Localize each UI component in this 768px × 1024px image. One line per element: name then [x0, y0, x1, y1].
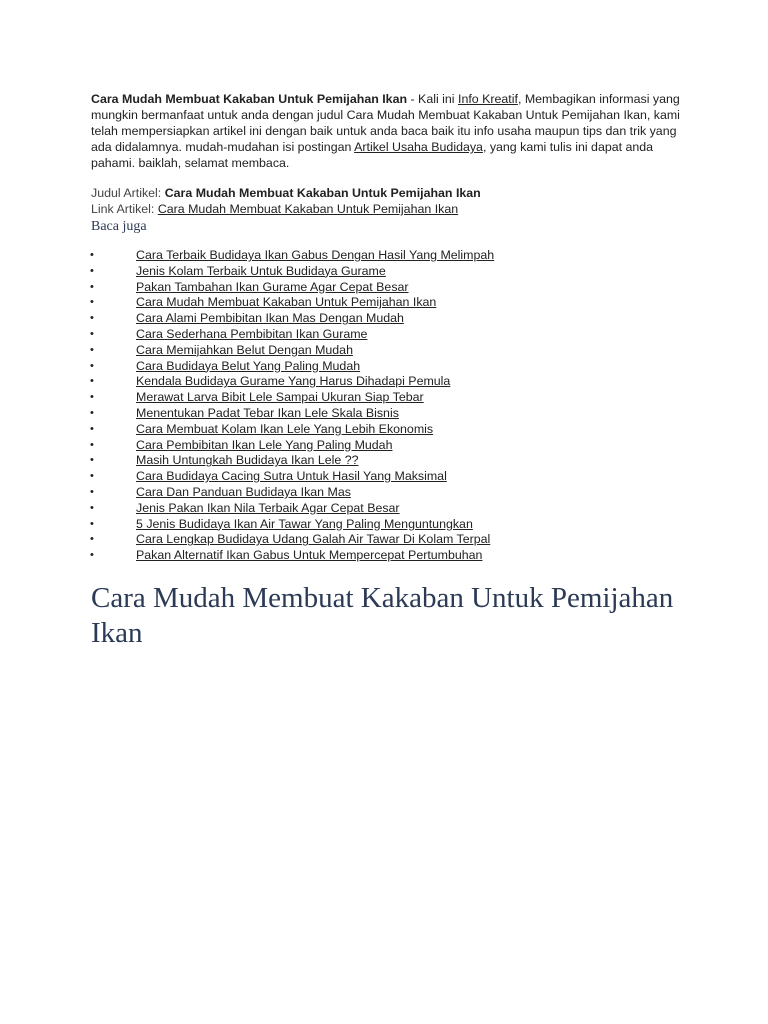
list-item: [91, 501, 691, 517]
related-article-link[interactable]: Jenis Pakan Ikan Nila Terbaik Agar Cepat Besar: [136, 500, 400, 515]
bullet-icon: •: [90, 391, 94, 404]
list-item: [91, 469, 691, 485]
bullet-icon: •: [90, 485, 94, 498]
related-article-link[interactable]: Cara Budidaya Belut Yang Paling Mudah: [136, 358, 361, 373]
intro-title: Cara Mudah Membuat Kakaban Untuk Pemijahan Ikan: [91, 92, 408, 106]
baca-juga-heading: Baca juga: [91, 219, 147, 234]
related-article-link[interactable]: Merawat Larva Bibit Lele Sampai Ukuran Siap Tebar: [136, 390, 424, 405]
bullet-icon: •: [90, 533, 94, 546]
intro-paragraph: [91, 91, 691, 171]
intro-text-1: - Kali ini: [407, 92, 459, 106]
bullet-icon: •: [90, 264, 94, 277]
list-item: [91, 532, 691, 548]
list-item: [91, 264, 691, 280]
bullet-icon: •: [90, 549, 94, 562]
related-article-link[interactable]: Cara Sederhana Pembibitan Ikan Gurame: [136, 326, 368, 341]
list-item: [91, 390, 691, 406]
related-article-link[interactable]: Cara Budidaya Cacing Sutra Untuk Hasil Yang Maksimal: [136, 469, 447, 484]
bullet-icon: •: [90, 406, 94, 419]
related-article-link[interactable]: Cara Membuat Kolam Ikan Lele Yang Lebih Ekonomis: [136, 421, 434, 436]
bullet-icon: •: [90, 517, 94, 530]
related-article-link[interactable]: Cara Dan Panduan Budidaya Ikan Mas: [136, 484, 351, 499]
bullet-icon: •: [90, 470, 94, 483]
related-article-link[interactable]: Cara Terbaik Budidaya Ikan Gabus Dengan Hasil Yang Melimpah: [136, 248, 495, 262]
list-item: [91, 311, 691, 327]
list-item: [91, 517, 691, 533]
list-item: [91, 343, 691, 359]
bullet-icon: •: [90, 296, 94, 309]
related-article-link[interactable]: Menentukan Padat Tebar Ikan Lele Skala Bisnis: [136, 405, 399, 420]
link-label: Link Artikel:: [91, 202, 158, 216]
related-article-link[interactable]: Cara Pembibitan Ikan Lele Yang Paling Mudah: [136, 437, 393, 452]
list-item: [91, 295, 691, 311]
bullet-icon: •: [90, 501, 94, 514]
bullet-icon: •: [90, 422, 94, 435]
bullet-icon: •: [90, 454, 94, 467]
bullet-icon: •: [90, 312, 94, 325]
list-item: [91, 453, 691, 469]
intro-text-3: , yang kami tulis ini dapat anda pahami. baiklah, selamat membaca.: [91, 140, 654, 170]
link-artikel-line: [91, 201, 691, 217]
list-item: [91, 280, 691, 296]
bullet-icon: •: [90, 280, 94, 293]
list-item: [91, 406, 691, 422]
bullet-icon: •: [90, 359, 94, 372]
bullet-icon: •: [90, 327, 94, 340]
bullet-icon: •: [90, 375, 94, 388]
related-article-link[interactable]: Cara Alami Pembibitan Ikan Mas Dengan Mudah: [136, 311, 404, 326]
list-item: [91, 359, 691, 375]
judul-artikel-line: [91, 185, 691, 201]
article-meta: [91, 185, 691, 217]
intro-text-2: , Membagikan informasi yang mungkin bermanfaat untuk anda dengan judul Cara Mudah Membuat Kakaban Untuk Pemijahan Ikan, kami telah mempersiapkan artikel ini dengan baik untuk anda baca baik itu info usaha maupun tips dan trik yang ada didalamnya. mudah-mudahan isi postingan: [91, 92, 680, 154]
bullet-icon: •: [90, 438, 94, 451]
related-article-link[interactable]: Cara Mudah Membuat Kakaban Untuk Pemijahan Ikan: [136, 295, 437, 310]
related-article-link[interactable]: Masih Untungkah Budidaya Ikan Lele ??: [136, 453, 359, 468]
list-item: [91, 485, 691, 501]
related-article-link[interactable]: Jenis Kolam Terbaik Untuk Budidaya Gurame: [136, 263, 386, 278]
bullet-icon: •: [90, 343, 94, 356]
info-kreatif-link[interactable]: Info Kreatif: [458, 92, 518, 106]
judul-value: Cara Mudah Membuat Kakaban Untuk Pemijahan Ikan: [164, 186, 481, 200]
list-item: [91, 438, 691, 454]
related-article-link[interactable]: 5 Jenis Budidaya Ikan Air Tawar Yang Paling Menguntungkan: [136, 516, 473, 531]
related-article-link[interactable]: Cara Memijahkan Belut Dengan Mudah: [136, 342, 353, 357]
artikel-usaha-budidaya-link[interactable]: Artikel Usaha Budidaya: [354, 140, 483, 154]
judul-label: Judul Artikel:: [91, 186, 165, 200]
related-article-link[interactable]: Kendala Budidaya Gurame Yang Harus Dihadapi Pemula: [136, 374, 451, 389]
list-item: [91, 548, 691, 564]
list-item: [91, 327, 691, 343]
related-article-link[interactable]: Cara Lengkap Budidaya Udang Galah Air Tawar Di Kolam Terpal: [136, 532, 491, 547]
related-article-link[interactable]: Pakan Tambahan Ikan Gurame Agar Cepat Besar: [136, 279, 409, 294]
list-item: [91, 248, 691, 264]
link-artikel-value[interactable]: Cara Mudah Membuat Kakaban Untuk Pemijahan Ikan: [157, 202, 459, 216]
related-article-link[interactable]: Pakan Alternatif Ikan Gabus Untuk Mempercepat Pertumbuhan: [136, 548, 483, 563]
list-item: [91, 422, 691, 438]
document-page: [91, 91, 691, 651]
bullet-icon: •: [90, 249, 94, 261]
article-heading: Cara Mudah Membuat Kakaban Untuk Pemijahan Ikan: [91, 581, 674, 649]
related-articles-list: [91, 248, 691, 564]
list-item: [91, 374, 691, 390]
